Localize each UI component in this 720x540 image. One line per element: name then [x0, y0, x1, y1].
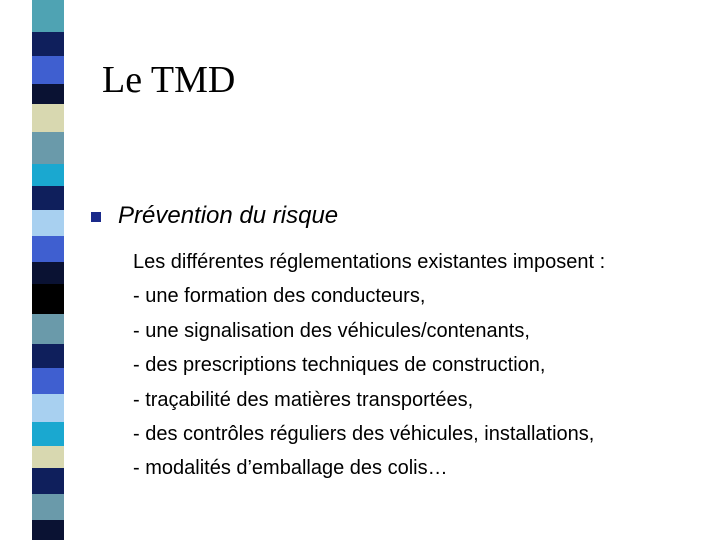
stripe-block	[32, 468, 64, 494]
body-line: Les différentes réglementations existantes imposent :	[133, 251, 606, 273]
stripe-block	[32, 236, 64, 262]
body-line: - une signalisation des véhicules/contenants,	[133, 319, 530, 342]
stripe-block	[32, 344, 64, 368]
stripe-block	[32, 494, 64, 520]
stripe-block	[32, 104, 64, 132]
stripe-block	[32, 368, 64, 394]
stripe-block	[32, 394, 64, 422]
stripe-block	[32, 132, 64, 164]
body-line: - des contrôles réguliers des véhicules, installations,	[133, 423, 595, 446]
bullet-heading: Prévention du risque	[118, 202, 339, 229]
stripe-block	[32, 84, 64, 104]
stripe-block	[32, 284, 64, 314]
decorative-color-stripe	[32, 0, 64, 540]
stripe-block	[32, 262, 64, 284]
stripe-block	[32, 186, 64, 210]
stripe-block	[32, 446, 64, 468]
stripe-block	[32, 32, 64, 56]
stripe-block	[32, 210, 64, 236]
stripe-block	[32, 0, 64, 32]
slide-title: Le TMD	[102, 59, 236, 101]
body-line: - modalités d’emballage des colis…	[133, 457, 448, 480]
body-line: - des prescriptions techniques de construction,	[133, 354, 546, 377]
stripe-block	[32, 56, 64, 84]
stripe-block	[32, 422, 64, 446]
body-line: - traçabilité des matières transportées,	[133, 388, 474, 411]
stripe-block	[32, 314, 64, 344]
stripe-block	[32, 520, 64, 540]
bullet-body	[133, 245, 605, 486]
stripe-block	[32, 164, 64, 186]
body-line: - une formation des conducteurs,	[133, 285, 426, 308]
square-bullet-icon	[91, 212, 101, 222]
